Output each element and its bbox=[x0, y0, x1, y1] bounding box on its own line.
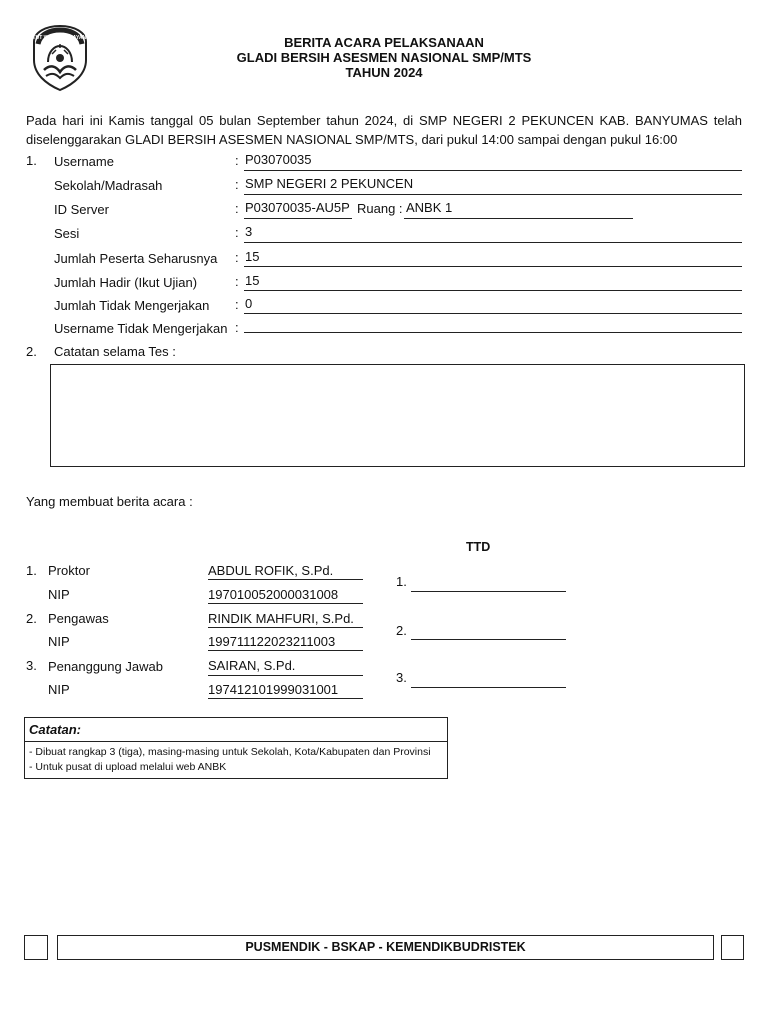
signature-line-2 bbox=[411, 639, 566, 640]
underline bbox=[208, 627, 363, 628]
title-line-1: BERITA ACARA PELAKSANAAN bbox=[284, 35, 484, 50]
colon: : bbox=[235, 274, 239, 289]
school-label: Sekolah/Madrasah bbox=[54, 178, 163, 193]
underline bbox=[208, 675, 363, 676]
not-attempted-usernames-label: Username Tidak Mengerjakan bbox=[54, 321, 228, 336]
footer-label: PUSMENDIK - BSKAP - KEMENDIKBUDRISTEK bbox=[57, 935, 714, 960]
ruang-value: ANBK 1 bbox=[406, 200, 453, 215]
title-line-2: GLADI BERSIH ASESMEN NASIONAL SMP/MTS bbox=[236, 50, 532, 65]
signer-2-number: 2. bbox=[26, 611, 37, 626]
title-line-3: TAHUN 2024 bbox=[345, 65, 423, 80]
signature-line-3 bbox=[411, 687, 566, 688]
notes-footnote-line-1: - Dibuat rangkap 3 (tiga), masing-masing untuk Sekolah, Kota/Kabupaten dan Provinsi bbox=[29, 746, 431, 758]
underline bbox=[244, 290, 742, 291]
signer-3-name: SAIRAN, S.Pd. bbox=[208, 658, 296, 673]
signer-2-nip: 199711122023211003 bbox=[208, 634, 336, 649]
section-1-number: 1. bbox=[26, 153, 37, 168]
signer-2-role: Pengawas bbox=[48, 611, 109, 626]
attendance-value: 15 bbox=[245, 273, 260, 288]
logo-text: TUT WURI HANDAYANI bbox=[32, 35, 88, 41]
signature-line-1 bbox=[411, 591, 566, 592]
school-value: SMP NEGERI 2 PEKUNCEN bbox=[245, 176, 414, 191]
not-attempted-label: Jumlah Tidak Mengerjakan bbox=[54, 298, 210, 313]
expected-participants-value: 15 bbox=[245, 249, 260, 264]
signature-2-number: 2. bbox=[396, 623, 407, 638]
colon: : bbox=[235, 320, 239, 335]
footer-right-box bbox=[721, 935, 744, 960]
session-value: 3 bbox=[245, 224, 253, 239]
colon: : bbox=[235, 177, 239, 192]
attendance-label: Jumlah Hadir (Ikut Ujian) bbox=[54, 275, 198, 290]
expected-participants-label: Jumlah Peserta Seharusnya bbox=[54, 251, 218, 266]
ruang-label: Ruang : bbox=[357, 201, 403, 216]
underline bbox=[244, 194, 742, 195]
underline bbox=[208, 579, 363, 580]
signer-1-number: 1. bbox=[26, 563, 37, 578]
username-value: P03070035 bbox=[245, 152, 312, 167]
intro-paragraph: Pada hari ini Kamis tanggal 05 bulan September tahun 2024, di SMP NEGERI 2 PEKUNCEN KAB. BANYUMAS telah diselenggarakan GLADI BERSIH ASESMEN NASIONAL SMP/MTS, dari pukul 14:00 sampai dengan pukul 16:00 bbox=[26, 113, 742, 147]
section-2-number: 2. bbox=[26, 344, 37, 359]
signer-3-role: Penanggung Jawab bbox=[48, 659, 163, 674]
underline bbox=[244, 266, 742, 267]
underline bbox=[244, 313, 742, 314]
underline bbox=[244, 218, 352, 219]
underline bbox=[244, 242, 742, 243]
ttd-heading: TTD bbox=[466, 540, 491, 554]
signature-3-number: 3. bbox=[396, 670, 407, 685]
signer-1-nip: 197010052000031008 bbox=[208, 587, 339, 602]
id-server-label: ID Server bbox=[54, 202, 109, 217]
colon: : bbox=[235, 297, 239, 312]
notes-footnote-box bbox=[24, 717, 448, 779]
colon: : bbox=[235, 250, 239, 265]
username-label: Username bbox=[54, 154, 114, 169]
signer-2-name: RINDIK MAHFURI, S.Pd. bbox=[208, 611, 354, 626]
colon: : bbox=[235, 153, 239, 168]
colon: : bbox=[235, 225, 239, 240]
underline bbox=[244, 170, 742, 171]
notes-footnote-line-2: - Untuk pusat di upload melalui web ANBK bbox=[29, 761, 227, 773]
underline bbox=[404, 218, 633, 219]
id-server-value: P03070035-AU5P bbox=[245, 200, 350, 215]
colon: : bbox=[235, 201, 239, 216]
underline bbox=[208, 603, 363, 604]
notes-footnote-title: Catatan: bbox=[25, 718, 447, 742]
not-attempted-value: 0 bbox=[245, 296, 253, 311]
signer-3-nip-label: NIP bbox=[48, 682, 70, 697]
signer-1-name: ABDUL ROFIK, S.Pd. bbox=[208, 563, 334, 578]
signer-1-role: Proktor bbox=[48, 563, 90, 578]
signer-1-nip-label: NIP bbox=[48, 587, 70, 602]
footer-left-box bbox=[24, 935, 48, 960]
signer-2-nip-label: NIP bbox=[48, 634, 70, 649]
test-notes-box bbox=[50, 364, 745, 467]
made-by-label: Yang membuat berita acara : bbox=[26, 494, 193, 509]
signer-3-number: 3. bbox=[26, 658, 37, 673]
signature-1-number: 1. bbox=[396, 574, 407, 589]
test-notes-label: Catatan selama Tes : bbox=[54, 344, 176, 359]
underline bbox=[244, 332, 742, 333]
session-label: Sesi bbox=[54, 226, 80, 241]
underline bbox=[208, 650, 363, 651]
signer-3-nip: 197412101999031001 bbox=[208, 682, 339, 697]
underline bbox=[208, 698, 363, 699]
